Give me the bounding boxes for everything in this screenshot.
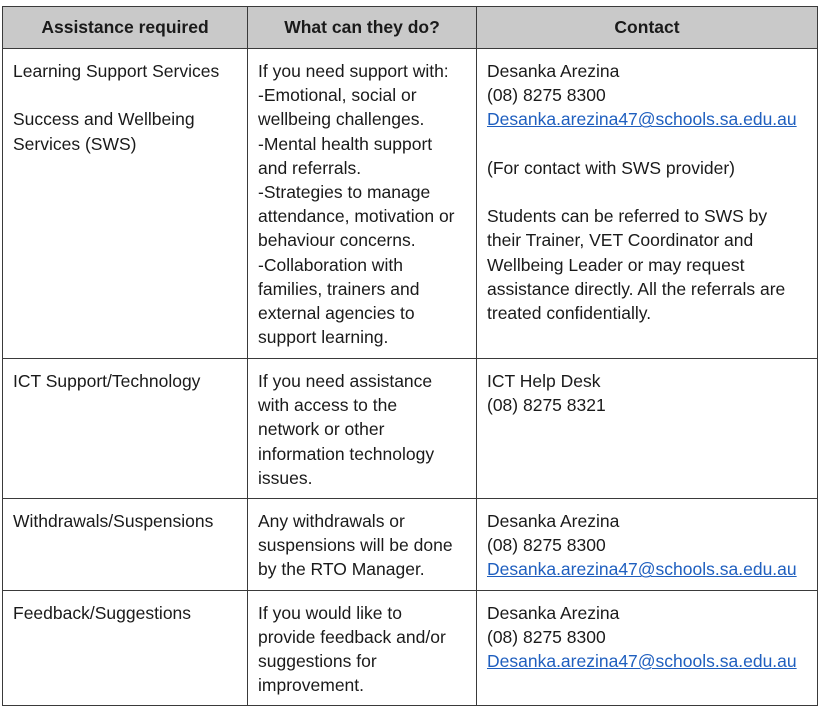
contact-cell [477,49,818,359]
what-cell [248,499,477,591]
what-text: Any withdrawals or suspensions will be done by the RTO Manager. [258,511,453,580]
header-contact: Contact [477,7,818,49]
assistance-text: Success and Wellbeing Services (SWS) [13,109,195,154]
table-row [3,590,818,706]
assistance-cell [3,49,248,359]
contact-cell [477,359,818,499]
table-row [3,499,818,591]
contact-phone: (08) 8275 8300 [487,626,606,647]
table-row [3,359,818,499]
header-assistance-required: Assistance required [3,7,248,49]
assistance-text: Feedback/Suggestions [13,602,192,623]
contact-email-link[interactable]: Desanka.arezina47@schools.sa.edu.au [487,559,797,580]
what-text: If you need assistance with access to the network or other information technology issues. [258,371,435,488]
contact-name: ICT Help Desk [487,371,601,391]
table-row [3,49,818,359]
contact-phone: (08) 8275 8300 [487,85,606,106]
contact-phone: (08) 8275 8300 [487,535,606,556]
what-cell [248,359,477,499]
contact-email-link[interactable]: Desanka.arezina47@schools.sa.edu.au [487,651,797,672]
what-cell [248,49,477,359]
contact-phone: (08) 8275 8321 [487,395,606,416]
contact-name: Desanka Arezina [487,61,620,81]
contact-name: Desanka Arezina [487,511,620,532]
assistance-cell [3,590,248,706]
table-header-row [3,7,818,49]
assistance-cell [3,359,248,499]
header-what-can-they-do: What can they do? [248,7,477,49]
assistance-text: Learning Support Services [13,61,220,81]
assistance-text: ICT Support/Technology [13,371,201,391]
what-text: If you need support with: -Emotional, social or wellbeing challenges. -Mental health support and referrals. -Strategies to manage attendance, motivation or behaviour concerns. -Collaboration with families, trainers and external agencies to support learning. [258,61,455,348]
contact-cell [477,499,818,591]
contact-info: Students can be referred to SWS by their Trainer, VET Coordinator and Wellbeing Leader or may request assistance directly. All the referrals are treated confidentially. [487,206,786,323]
contact-name: Desanka Arezina [487,602,620,623]
contact-email-link[interactable]: Desanka.arezina47@schools.sa.edu.au [487,109,797,130]
what-cell [248,590,477,706]
assistance-text: Withdrawals/Suspensions [13,511,214,532]
assistance-table [2,6,818,706]
what-text: If you would like to provide feedback and/or suggestions for improvement. [258,602,446,696]
assistance-cell [3,499,248,591]
contact-cell [477,590,818,706]
contact-note: (For contact with SWS provider) [487,157,735,178]
